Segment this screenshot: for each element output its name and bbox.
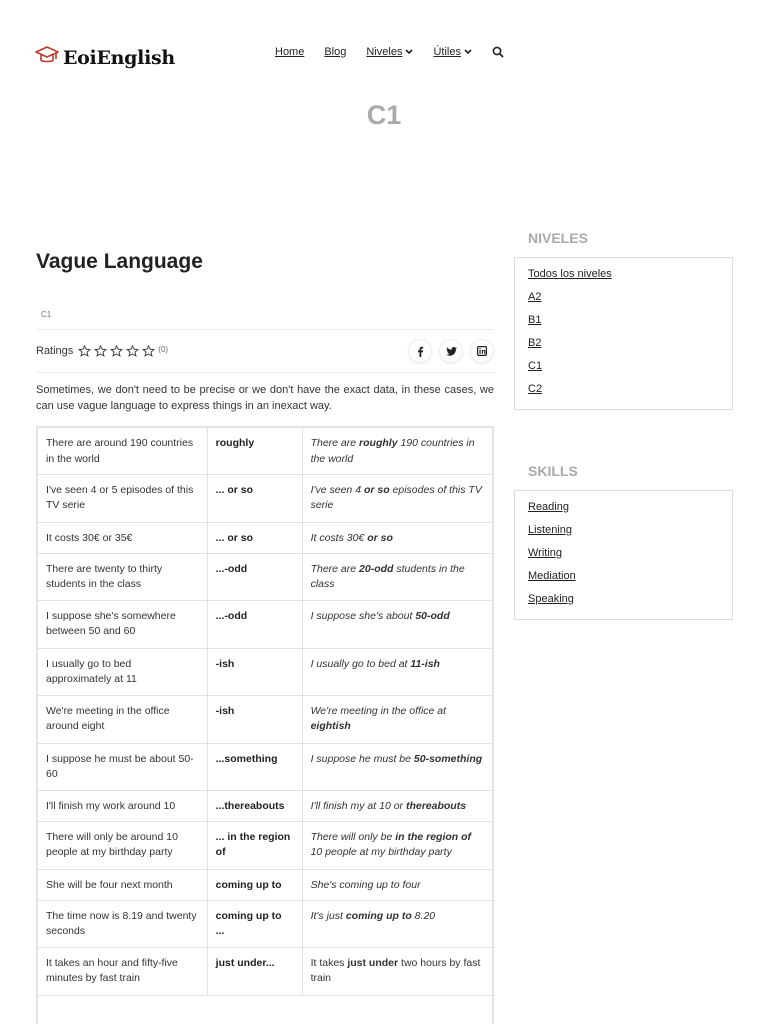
sidebar-skills (514, 463, 733, 620)
example-cell (302, 743, 493, 790)
example-text: There are (310, 562, 360, 575)
highlight-text: 50-something (413, 752, 483, 765)
star-icon[interactable] (110, 345, 123, 357)
example-text: I usually go to bed at (310, 657, 411, 670)
share-twitter-button[interactable] (439, 339, 463, 363)
table-row (37, 995, 493, 1024)
niveles-list (514, 257, 733, 410)
table-row (37, 600, 493, 648)
sidebar-link-todos-los-niveles[interactable]: Todos los niveles (528, 268, 612, 280)
chevron-down-icon (405, 49, 413, 55)
page-title: C1 (366, 100, 402, 130)
post-content (36, 250, 494, 1024)
highlight-text: eightish (310, 720, 351, 732)
example-cell (302, 553, 493, 600)
expression-cell: ...thereabouts (207, 790, 302, 821)
plain-sentence-cell: I usually go to bed approximately at 11 (37, 648, 207, 695)
divider (36, 372, 494, 373)
star-rating[interactable] (78, 345, 155, 357)
sidebar-niveles (514, 230, 733, 410)
sidebar-link-writing[interactable]: Writing (528, 547, 563, 559)
main-nav (275, 46, 504, 58)
sidebar-link-reading[interactable]: Reading (528, 501, 569, 513)
example-text: 10 people at my birthday party (310, 846, 452, 858)
highlight-text: 50-odd (415, 609, 450, 622)
ratings (36, 345, 168, 357)
nav-item-blog[interactable]: Blog (324, 46, 347, 58)
table-row (37, 869, 493, 900)
example-text: It's just (310, 909, 346, 922)
expression-cell: ...-odd (207, 600, 302, 648)
example-text: There are (310, 437, 360, 449)
chevron-down-icon (464, 49, 472, 55)
share-buttons (408, 339, 494, 363)
highlight-text: or so (367, 531, 393, 544)
expression-cell: just under... (207, 947, 302, 995)
table-row (37, 743, 493, 790)
sidebar-link-b1[interactable]: B1 (528, 314, 542, 326)
vague-language-table (36, 426, 494, 1024)
expression-cell: -ish (207, 695, 302, 743)
sidebar-link-mediation[interactable]: Mediation (528, 570, 576, 582)
plain-sentence-cell: There are twenty to thirty students in the class (37, 553, 207, 600)
example-text: She's coming up to four (310, 878, 421, 891)
example-text: We're meeting in the office at (310, 704, 447, 717)
plain-sentence-cell: The time now is 8.19 and twenty seconds (37, 900, 207, 947)
expression-cell: ...-odd (207, 553, 302, 600)
table-row (37, 522, 493, 553)
table-row (37, 947, 493, 995)
example-cell (302, 522, 493, 553)
linkedin-icon (477, 346, 487, 356)
plain-sentence-cell: There will only be around 10 people at my birthday party (37, 821, 207, 869)
plain-sentence-cell: It costs 30€ or 35€ (37, 522, 207, 553)
search-icon (492, 46, 504, 58)
share-facebook-button[interactable] (408, 339, 432, 363)
example-cell (302, 648, 493, 695)
sidebar-link-b2[interactable]: B2 (528, 337, 542, 349)
graduation-cap-icon (35, 44, 59, 71)
site-header (0, 0, 768, 100)
example-text: 8.20 (411, 909, 436, 922)
example-text: It costs 30€ (310, 531, 368, 544)
expression-cell: coming up to (207, 869, 302, 900)
post-intro: Sometimes, we don't need to be precise or we don't have the exact data, in these cases, we can use vague language to express things in an inexact way. (36, 384, 494, 412)
twitter-icon (446, 347, 457, 356)
plain-sentence-cell: I'll finish my work around 10 (37, 790, 207, 821)
example-cell (302, 695, 493, 743)
ratings-count: (0) (158, 344, 169, 354)
logo-text: EoiEnglish (63, 46, 175, 69)
table-row (37, 790, 493, 821)
sidebar-link-a2[interactable]: A2 (528, 291, 542, 303)
expression-cell: ... in the region of (207, 821, 302, 869)
plain-sentence-cell: I've seen 4 or 5 episodes of this TV serie (37, 474, 207, 522)
example-cell (302, 790, 493, 821)
plain-sentence-cell: I suppose she's somewhere between 50 and 60 (37, 600, 207, 648)
table-row (37, 648, 493, 695)
highlight-text: roughly (359, 437, 398, 449)
example-text: I suppose she's about (310, 609, 416, 622)
share-linkedin-button[interactable] (470, 339, 494, 363)
sidebar-link-c2[interactable]: C2 (528, 383, 543, 395)
table-row (37, 427, 493, 474)
table-row (37, 821, 493, 869)
highlight-text: coming up to (345, 909, 412, 922)
nav-item-utiles[interactable]: Útiles (433, 46, 472, 58)
sidebar-heading-niveles: NIVELES (528, 230, 588, 246)
expression-cell: roughly (207, 427, 302, 474)
search-button[interactable] (492, 46, 504, 58)
plain-sentence-cell: I suppose he must be about 50-60 (37, 743, 207, 790)
sidebar-link-speaking[interactable]: Speaking (528, 593, 574, 605)
star-icon[interactable] (126, 345, 139, 357)
example-text: There will only be (310, 830, 396, 843)
expression-cell: ... or so (207, 474, 302, 522)
example-cell (302, 869, 493, 900)
table-row (37, 474, 493, 522)
ratings-row (36, 330, 494, 372)
sidebar-link-c1[interactable]: C1 (528, 360, 543, 372)
post-tag[interactable]: C1 (41, 310, 52, 319)
expression-cell: ...something (207, 743, 302, 790)
sidebar-link-listening[interactable]: Listening (528, 524, 573, 536)
example-text: I'll finish my at 10 or (310, 799, 406, 812)
highlight-text: or so (363, 483, 390, 496)
highlight-text: 20-odd (359, 562, 394, 575)
ratings-label: Ratings (36, 345, 74, 357)
expression-cell: -ish (207, 648, 302, 695)
example-text: students in the class (310, 562, 465, 590)
star-icon[interactable] (142, 345, 155, 357)
site-logo[interactable] (35, 44, 175, 71)
expression-cell: coming up to ... (207, 900, 302, 947)
example-cell (302, 600, 493, 648)
facebook-icon (416, 346, 424, 357)
example-cell (302, 427, 493, 474)
example-cell (302, 474, 493, 522)
nav-item-home[interactable]: Home (275, 46, 305, 58)
example-text: two hours by fast train (310, 956, 481, 984)
example-cell (302, 900, 493, 947)
sidebar-heading-skills: SKILLS (528, 463, 578, 479)
plain-sentence-cell: She will be four next month (37, 869, 207, 900)
highlight-text: thereabouts (405, 799, 467, 812)
table-row (37, 553, 493, 600)
example-text: I suppose he must be (310, 752, 414, 765)
skills-list (514, 490, 733, 620)
highlight-text: 11-ish (410, 657, 440, 670)
table-row (37, 900, 493, 947)
post-title: Vague Language (36, 250, 203, 273)
example-text: episodes of this TV serie (310, 483, 482, 511)
highlight-text: just under (347, 956, 399, 969)
example-text: 190 countries in the world (310, 437, 475, 465)
example-text: I've seen 4 (310, 483, 364, 496)
plain-sentence-cell: It takes an hour and fifty-five minutes by fast train (37, 947, 207, 995)
plain-sentence-cell: We're meeting in the office around eight (37, 695, 207, 743)
example-cell (302, 821, 493, 869)
star-icon[interactable] (78, 345, 91, 357)
highlight-text: in the region of (395, 830, 472, 843)
star-icon[interactable] (94, 345, 107, 357)
empty-cell (37, 995, 493, 1024)
expression-cell: ... or so (207, 522, 302, 553)
nav-item-niveles[interactable]: Niveles (366, 46, 413, 58)
plain-sentence-cell: There are around 190 countries in the world (37, 427, 207, 474)
table-row (37, 695, 493, 743)
example-cell (302, 947, 493, 995)
example-text: It takes (310, 956, 348, 969)
